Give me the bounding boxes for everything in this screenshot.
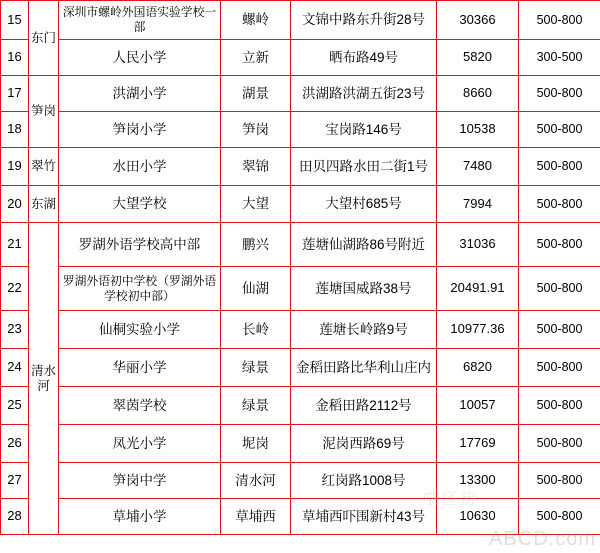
- cell-学校: 笋岗小学: [59, 112, 221, 148]
- cell-学校: 笋岗中学: [59, 463, 221, 499]
- cell-范围: 500-800: [519, 311, 600, 349]
- table-row: [1, 148, 600, 186]
- cell-学校: 洪湖小学: [59, 76, 221, 112]
- cell-序号: 19: [1, 148, 29, 186]
- cell-学区: 草埔西: [221, 499, 291, 535]
- table-row: [1, 499, 600, 535]
- cell-学校: 罗湖外语学校高中部: [59, 223, 221, 267]
- table-row: [1, 349, 600, 387]
- table-row: [1, 267, 600, 311]
- cell-地址: 田贝四路水田二街1号: [291, 148, 437, 186]
- cell-范围: 500-800: [519, 387, 600, 425]
- cell-学校: 大望学校: [59, 186, 221, 223]
- cell-地址: 莲塘仙湖路86号附近: [291, 223, 437, 267]
- table-row: [1, 40, 600, 76]
- table-row: [1, 387, 600, 425]
- cell-人数: 7480: [437, 148, 519, 186]
- cell-序号: 17: [1, 76, 29, 112]
- cell-人数: 7994: [437, 186, 519, 223]
- cell-范围: 500-800: [519, 148, 600, 186]
- cell-学区: 笋岗: [221, 112, 291, 148]
- cell-人数: 31036: [437, 223, 519, 267]
- table-row: [1, 112, 600, 148]
- table-body: [1, 1, 600, 535]
- cell-范围: 500-800: [519, 223, 600, 267]
- watermark: ABCD.com: [489, 528, 596, 550]
- cell-地址: 金稻田路比华利山庄内: [291, 349, 437, 387]
- cell-序号: 24: [1, 349, 29, 387]
- cell-人数: 30366: [437, 1, 519, 40]
- cell-地址: 洪湖路洪湖五街23号: [291, 76, 437, 112]
- cell-人数: 10057: [437, 387, 519, 425]
- cell-学校: 仙桐实验小学: [59, 311, 221, 349]
- cell-人数: 5820: [437, 40, 519, 76]
- cell-学区: 螺岭: [221, 1, 291, 40]
- cell-范围: 300-500: [519, 40, 600, 76]
- cell-片区: 清水河: [29, 223, 59, 535]
- table-row: [1, 311, 600, 349]
- cell-片区: 翠竹: [29, 148, 59, 186]
- cell-学校: 凤光小学: [59, 425, 221, 463]
- table-row: [1, 223, 600, 267]
- cell-学区: 湖景: [221, 76, 291, 112]
- cell-范围: 500-800: [519, 186, 600, 223]
- cell-人数: 10538: [437, 112, 519, 148]
- cell-学区: 长岭: [221, 311, 291, 349]
- cell-序号: 25: [1, 387, 29, 425]
- cell-人数: 17769: [437, 425, 519, 463]
- cell-学区: 立新: [221, 40, 291, 76]
- cell-地址: 文锦中路东升街28号: [291, 1, 437, 40]
- cell-序号: 23: [1, 311, 29, 349]
- cell-序号: 16: [1, 40, 29, 76]
- cell-范围: 500-800: [519, 463, 600, 499]
- cell-学校: 人民小学: [59, 40, 221, 76]
- table-row: [1, 463, 600, 499]
- cell-人数: 13300: [437, 463, 519, 499]
- cell-地址: 晒布路49号: [291, 40, 437, 76]
- cell-学区: 鹏兴: [221, 223, 291, 267]
- cell-序号: 21: [1, 223, 29, 267]
- cell-序号: 15: [1, 1, 29, 40]
- cell-范围: 500-800: [519, 76, 600, 112]
- cell-范围: 500-800: [519, 349, 600, 387]
- cell-序号: 26: [1, 425, 29, 463]
- cell-序号: 27: [1, 463, 29, 499]
- cell-学校: 草埔小学: [59, 499, 221, 535]
- cell-片区: 东门: [29, 1, 59, 76]
- cell-学区: 绿景: [221, 387, 291, 425]
- cell-学区: 绿景: [221, 349, 291, 387]
- cell-学区: 仙湖: [221, 267, 291, 311]
- cell-地址: 莲塘长岭路9号: [291, 311, 437, 349]
- cell-人数: 6820: [437, 349, 519, 387]
- watermark-secondary: 学区房: [422, 491, 480, 508]
- cell-地址: 金稻田路2112号: [291, 387, 437, 425]
- cell-地址: 草埔西吓围新村43号: [291, 499, 437, 535]
- cell-序号: 22: [1, 267, 29, 311]
- cell-地址: 红岗路1008号: [291, 463, 437, 499]
- cell-人数: 10977.36: [437, 311, 519, 349]
- cell-地址: 泥岗西路69号: [291, 425, 437, 463]
- cell-人数: 8660: [437, 76, 519, 112]
- cell-地址: 宝岗路146号: [291, 112, 437, 148]
- cell-学校: 华丽小学: [59, 349, 221, 387]
- cell-范围: 500-800: [519, 112, 600, 148]
- cell-范围: 500-800: [519, 499, 600, 535]
- table-row: [1, 76, 600, 112]
- cell-片区: 笋岗: [29, 76, 59, 148]
- cell-人数: 10630: [437, 499, 519, 535]
- cell-学区: 清水河: [221, 463, 291, 499]
- cell-序号: 28: [1, 499, 29, 535]
- cell-范围: 500-800: [519, 1, 600, 40]
- cell-学区: 大望: [221, 186, 291, 223]
- cell-地址: 莲塘国威路38号: [291, 267, 437, 311]
- cell-片区: 东湖: [29, 186, 59, 223]
- cell-学校: 水田小学: [59, 148, 221, 186]
- cell-学校: 深圳市螺岭外国语实验学校一部: [59, 1, 221, 40]
- table-row: [1, 425, 600, 463]
- table-row: [1, 1, 600, 40]
- cell-范围: 500-800: [519, 425, 600, 463]
- cell-学校: 罗湖外语初中学校（罗湖外语学校初中部）: [59, 267, 221, 311]
- cell-学校: 翠茵学校: [59, 387, 221, 425]
- cell-学区: 翠锦: [221, 148, 291, 186]
- cell-地址: 大望村685号: [291, 186, 437, 223]
- cell-序号: 20: [1, 186, 29, 223]
- cell-学区: 坭岗: [221, 425, 291, 463]
- cell-人数: 20491.91: [437, 267, 519, 311]
- cell-序号: 18: [1, 112, 29, 148]
- cell-范围: 500-800: [519, 267, 600, 311]
- table-row: [1, 186, 600, 223]
